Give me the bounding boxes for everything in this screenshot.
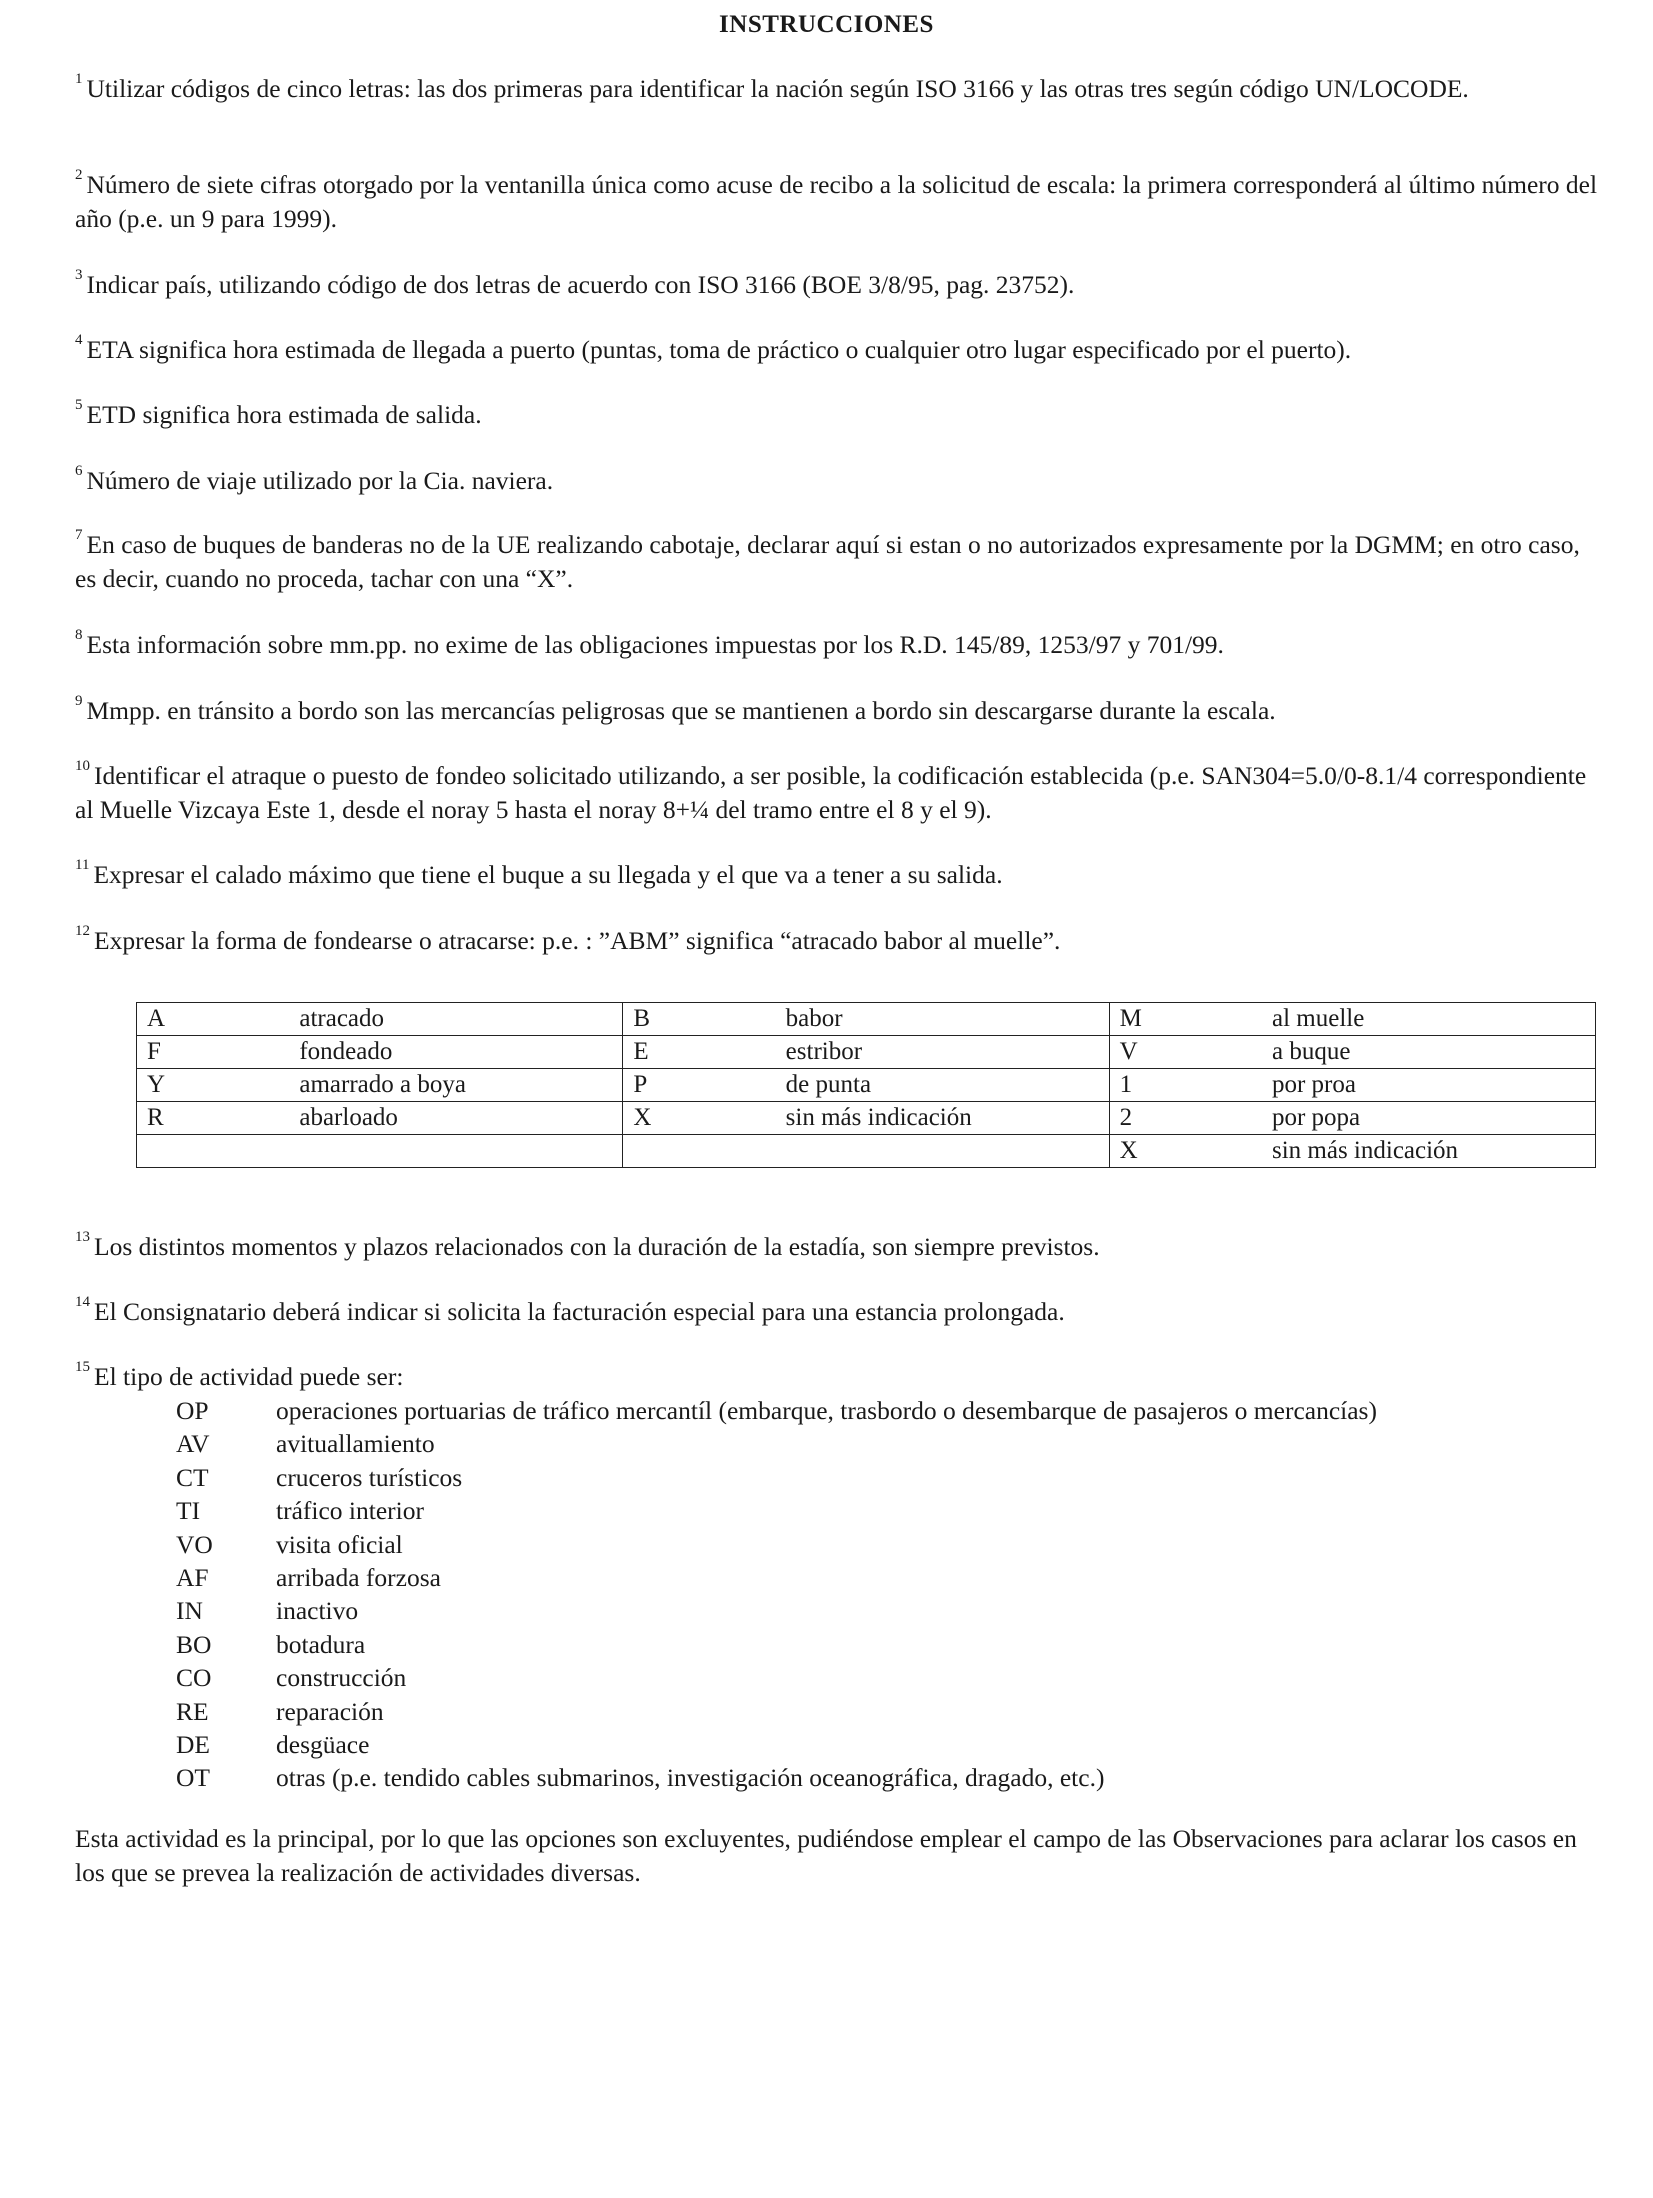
activity-code: OP <box>176 1396 209 1425</box>
activity-code: AF <box>176 1562 209 1592</box>
activity-description: visita oficial <box>276 1529 403 1559</box>
code-cell: X <box>1109 1135 1262 1168</box>
code-cell: Y <box>137 1069 290 1102</box>
activity-code: RE <box>176 1696 209 1726</box>
note-text: Los distintos momentos y plazos relacionados con la duración de la estadía, son siempre previstos. <box>94 1232 1100 1261</box>
activity-type-list <box>176 1394 1377 1795</box>
page-title: INSTRUCCIONES <box>719 11 934 38</box>
activity-code: CT <box>176 1462 209 1492</box>
note-text: Expresar la forma de fondearse o atracarse: p.e. : ”ABM” significa “atracado babor al muelle”. <box>94 926 1061 955</box>
description-cell: sin más indicación <box>776 1102 1109 1135</box>
table-row <box>137 1135 1596 1168</box>
activity-code: CO <box>176 1663 212 1693</box>
note-number: 3 <box>75 267 83 283</box>
note-7 <box>75 528 1605 596</box>
list-item <box>176 1561 1377 1594</box>
note-4 <box>75 333 1605 367</box>
description-cell: amarrado a boya <box>289 1069 622 1102</box>
note-text: Número de siete cifras otorgado por la ventanilla única como acuse de recibo a la solicitud de escala: la primera corresponderá al último número del año (p.e. un 9 para 1999). <box>75 170 1598 233</box>
note-15 <box>75 1360 1605 1394</box>
list-item <box>176 1761 1377 1794</box>
description-cell: a buque <box>1262 1036 1596 1069</box>
activity-code: BO <box>176 1629 212 1659</box>
activity-description: avituallamiento <box>276 1429 435 1459</box>
note-number: 11 <box>75 857 90 873</box>
activity-code: DE <box>176 1729 210 1759</box>
note-text: Mmpp. en tránsito a bordo son las mercancías peligrosas que se mantienen a bordo sin descargarse durante la escala. <box>86 696 1276 725</box>
note-text: Utilizar códigos de cinco letras: las dos primeras para identificar la nación según ISO 3166 y las otras tres según código UN/LOCODE. <box>86 74 1469 103</box>
activity-description: botadura <box>276 1629 366 1659</box>
note-number: 14 <box>75 1294 90 1310</box>
code-cell: P <box>623 1069 776 1102</box>
description-cell <box>289 1135 622 1168</box>
note-text: Expresar el calado máximo que tiene el buque a su llegada y el que va a tener a su salida. <box>93 860 1003 889</box>
list-item <box>176 1661 1377 1694</box>
note-text: ETA significa hora estimada de llegada a puerto (puntas, toma de práctico o cualquier otro lugar especificado por el puerto). <box>86 335 1352 364</box>
table-row <box>137 1102 1596 1135</box>
list-item <box>176 1494 1377 1527</box>
closing-paragraph: Esta actividad es la principal, por lo que las opciones son excluyentes, pudiéndose emplear el campo de las Observaciones para aclarar los casos en los que se prevea la realización de actividades diversas. <box>75 1824 1577 1887</box>
note-number: 7 <box>75 527 83 543</box>
activity-description: operaciones portuarias de tráfico mercantíl (embarque, trasbordo o desembarque de pasajeros o mercancías) <box>276 1396 1377 1425</box>
description-cell: sin más indicación <box>1262 1135 1596 1168</box>
note-number: 1 <box>75 71 83 87</box>
list-item <box>176 1594 1377 1627</box>
note-10 <box>75 759 1605 827</box>
table-row <box>137 1003 1596 1036</box>
note-5 <box>75 398 1605 432</box>
note-number: 6 <box>75 463 83 479</box>
note-number: 2 <box>75 167 83 183</box>
list-item <box>176 1628 1377 1661</box>
code-cell: 1 <box>1109 1069 1262 1102</box>
note-text: El tipo de actividad puede ser: <box>94 1362 404 1391</box>
activity-description: arribada forzosa <box>276 1562 441 1592</box>
activity-description: tráfico interior <box>276 1496 424 1526</box>
note-6 <box>75 464 1605 498</box>
note-1 <box>75 72 1605 106</box>
note-number: 9 <box>75 693 83 709</box>
description-cell: de punta <box>776 1069 1109 1102</box>
description-cell: abarloado <box>289 1102 622 1135</box>
code-cell: A <box>137 1003 290 1036</box>
description-cell <box>776 1135 1109 1168</box>
note-number: 13 <box>75 1229 90 1245</box>
note-number: 15 <box>75 1359 90 1375</box>
note-number: 5 <box>75 397 83 413</box>
list-item <box>176 1427 1377 1460</box>
description-cell: al muelle <box>1262 1003 1596 1036</box>
note-12 <box>75 924 1605 958</box>
activity-code: OT <box>176 1763 210 1793</box>
note-text: Número de viaje utilizado por la Cia. naviera. <box>86 466 554 495</box>
mooring-codes-table <box>136 1002 1596 1168</box>
activity-description: otras (p.e. tendido cables submarinos, investigación oceanográfica, dragado, etc.) <box>276 1763 1105 1793</box>
code-cell: B <box>623 1003 776 1036</box>
table-row <box>137 1069 1596 1102</box>
note-text: Esta información sobre mm.pp. no exime de las obligaciones impuestas por los R.D. 145/89, 1253/97 y 701/99. <box>86 630 1224 659</box>
code-cell: F <box>137 1036 290 1069</box>
description-cell: babor <box>776 1003 1109 1036</box>
activity-description: reparación <box>276 1696 384 1726</box>
table-row <box>137 1036 1596 1069</box>
note-text: Identificar el atraque o puesto de fondeo solicitado utilizando, a ser posible, la codificación establecida (p.e. SAN304=5.0/0-8.1/4 correspondiente al Muelle Vizcaya Este 1, desde el noray 5 hasta el noray 8+¼ del tramo entre el 8 y el 9). <box>75 761 1587 824</box>
activity-description: inactivo <box>276 1596 359 1626</box>
note-11 <box>75 858 1605 892</box>
note-text: Indicar país, utilizando código de dos letras de acuerdo con ISO 3166 (BOE 3/8/95, pag. 23752). <box>86 270 1075 299</box>
code-cell: 2 <box>1109 1102 1262 1135</box>
description-cell: fondeado <box>289 1036 622 1069</box>
description-cell: atracado <box>289 1003 622 1036</box>
note-3 <box>75 268 1605 302</box>
note-text: En caso de buques de banderas no de la UE realizando cabotaje, declarar aquí si estan o no autorizados expresamente por la DGMM; en otro caso, es decir, cuando no proceda, tachar con una “X”. <box>75 530 1580 593</box>
description-cell: por popa <box>1262 1102 1596 1135</box>
list-item <box>176 1728 1377 1761</box>
activity-description: cruceros turísticos <box>276 1462 463 1492</box>
code-cell: M <box>1109 1003 1262 1036</box>
note-9 <box>75 694 1605 728</box>
note-text: El Consignatario deberá indicar si solicita la facturación especial para una estancia prolongada. <box>94 1297 1065 1326</box>
note-number: 8 <box>75 627 83 643</box>
description-cell: estribor <box>776 1036 1109 1069</box>
code-cell: V <box>1109 1036 1262 1069</box>
list-item <box>176 1394 1377 1427</box>
activity-code: VO <box>176 1529 213 1559</box>
code-cell: X <box>623 1102 776 1135</box>
list-item <box>176 1695 1377 1728</box>
code-cell: R <box>137 1102 290 1135</box>
code-cell <box>623 1135 776 1168</box>
code-cell: E <box>623 1036 776 1069</box>
activity-description: desgüace <box>276 1729 370 1759</box>
note-number: 4 <box>75 332 83 348</box>
activity-code: AV <box>176 1429 210 1459</box>
note-8 <box>75 628 1605 662</box>
activity-description: construcción <box>276 1663 407 1693</box>
list-item <box>176 1528 1377 1561</box>
note-text: ETD significa hora estimada de salida. <box>86 400 482 429</box>
note-13 <box>75 1230 1605 1264</box>
activity-code: IN <box>176 1596 203 1626</box>
code-cell <box>137 1135 290 1168</box>
activity-code: TI <box>176 1496 201 1526</box>
note-number: 12 <box>75 923 90 939</box>
note-2 <box>75 168 1605 236</box>
note-14 <box>75 1295 1605 1329</box>
list-item <box>176 1461 1377 1494</box>
description-cell: por proa <box>1262 1069 1596 1102</box>
note-number: 10 <box>75 758 90 774</box>
